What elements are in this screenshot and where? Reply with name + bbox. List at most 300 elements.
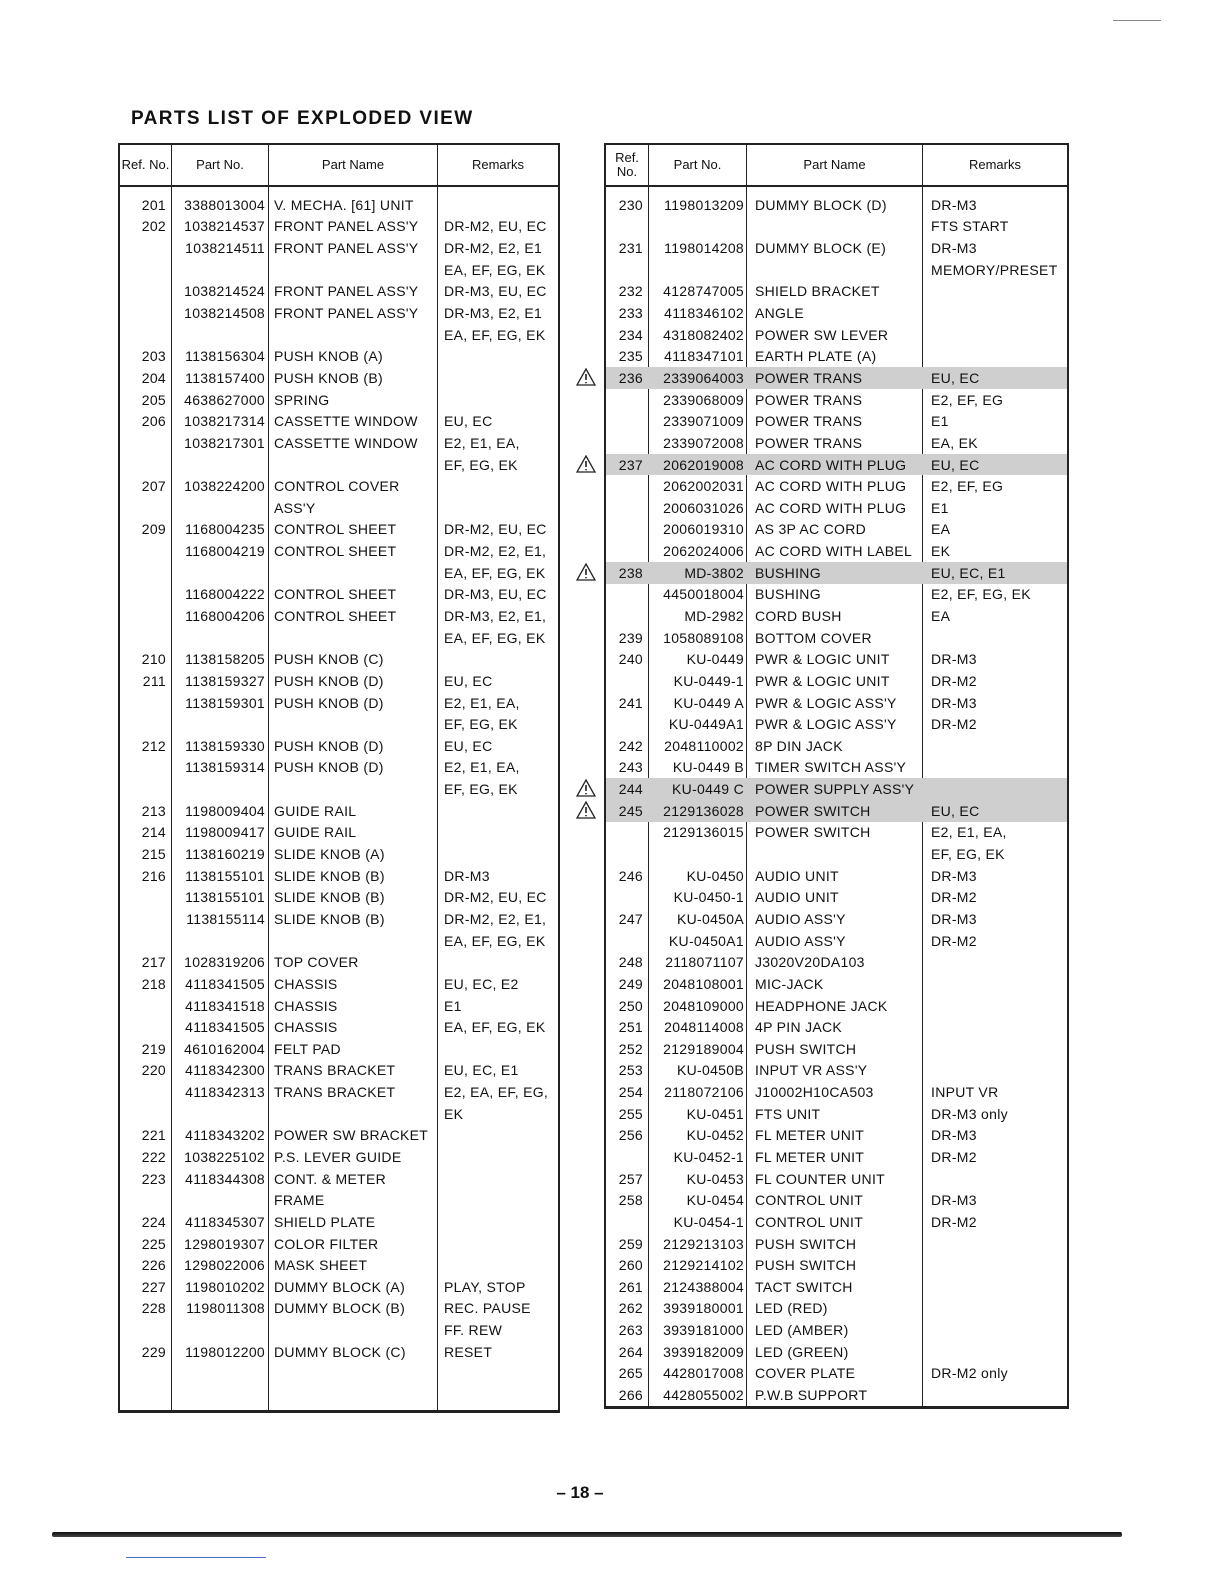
row-part-name: DUMMY BLOCK (A) (274, 1278, 406, 1295)
row-ref-no: 220 (141, 1062, 166, 1079)
table-row (120, 237, 558, 259)
row-ref-no: 212 (141, 737, 166, 754)
row-part-no: KU-0449-1 (673, 672, 744, 689)
row-part-name: FELT PAD (274, 1040, 341, 1057)
row-part-name: SHIELD PLATE (274, 1213, 376, 1230)
row-ref-no: 245 (618, 802, 643, 819)
row-remarks: FTS START (931, 218, 1009, 235)
row-remarks: E1 (444, 997, 462, 1014)
row-part-name: CONTROL SHEET (274, 607, 397, 624)
row-remarks: RESET (444, 1343, 493, 1360)
table-row (606, 930, 1067, 952)
row-remarks: PLAY, STOP (444, 1278, 526, 1295)
table-row (606, 757, 1067, 779)
table-row (606, 713, 1067, 735)
table-row (606, 670, 1067, 692)
row-part-no: 3939182009 (663, 1343, 744, 1360)
row-remarks: DR-M2 (931, 889, 977, 906)
header-part-name: Part Name (747, 145, 923, 185)
header-ref-no: Ref. No. (606, 145, 649, 185)
row-part-name: PUSH SWITCH (755, 1235, 857, 1252)
row-ref-no: 264 (618, 1343, 643, 1360)
row-part-name: AUDIO ASS'Y (755, 910, 846, 927)
table-row (606, 497, 1067, 519)
row-ref-no: 242 (618, 737, 643, 754)
row-part-no: 2006019310 (663, 521, 744, 538)
table-row (606, 1341, 1067, 1363)
row-ref-no: 221 (141, 1127, 166, 1144)
row-remarks: EA, EF, EG, EK (444, 261, 546, 278)
row-part-no: 2129213103 (663, 1235, 744, 1252)
table-row (606, 237, 1067, 259)
table-row (606, 389, 1067, 411)
row-part-no: 2118071107 (665, 954, 744, 971)
row-remarks: E2, EF, EG, EK (931, 586, 1031, 603)
table-row (606, 1254, 1067, 1276)
table-row (606, 1276, 1067, 1298)
row-part-name: POWER TRANS (755, 434, 863, 451)
row-remarks: INPUT VR (931, 1084, 999, 1101)
bottom-rule (52, 1532, 1122, 1537)
row-part-name: TACT SWITCH (755, 1278, 853, 1295)
row-remarks: DR-M3 (931, 651, 977, 668)
row-part-name: TRANS BRACKET (274, 1062, 396, 1079)
table-row (606, 843, 1067, 865)
row-part-name: BOTTOM COVER (755, 629, 872, 646)
row-part-no: 4118346102 (664, 305, 744, 322)
table-row (606, 1125, 1067, 1147)
table-row (606, 324, 1067, 346)
table-row (606, 302, 1067, 324)
row-part-no: 2339068009 (663, 391, 744, 408)
row-part-no: KU-0450 (686, 867, 744, 884)
row-remarks: EU, EC (931, 802, 980, 819)
row-part-name: PWR & LOGIC ASS'Y (755, 694, 897, 711)
row-part-no: 1198010202 (185, 1278, 265, 1295)
row-remarks: EA (931, 521, 951, 538)
table-row (120, 389, 558, 411)
row-part-name: PUSH KNOB (D) (274, 694, 384, 711)
row-ref-no: 224 (141, 1213, 166, 1230)
row-part-no: 2048114008 (664, 1019, 744, 1036)
row-part-no: KU-0451 (686, 1105, 744, 1122)
row-part-no: 2129189004 (663, 1040, 744, 1057)
row-part-no: 1138155101 (185, 867, 265, 884)
row-ref-no: 244 (618, 781, 643, 798)
row-remarks: DR-M2, E2, E1, (444, 543, 547, 560)
table-row (606, 194, 1067, 216)
safety-warning-icon (576, 779, 596, 797)
row-ref-no: 249 (618, 975, 643, 992)
row-ref-no: 263 (618, 1322, 643, 1339)
row-remarks: DR-M3, EU, EC (444, 283, 547, 300)
table-row (120, 843, 558, 865)
row-part-no: 2062024006 (663, 543, 744, 560)
row-part-name: POWER TRANS (755, 369, 863, 386)
row-part-no: 4118343202 (185, 1127, 265, 1144)
row-part-no: 1138155101 (185, 889, 265, 906)
row-remarks: DR-M2 (931, 1213, 977, 1230)
row-part-name: FTS UNIT (755, 1105, 821, 1122)
table-row (606, 540, 1067, 562)
row-part-no: KU-0454-1 (673, 1213, 744, 1230)
row-remarks: DR-M3 (931, 694, 977, 711)
table-row (120, 1016, 558, 1038)
table-row (606, 648, 1067, 670)
row-part-name: FRONT PANEL ASS'Y (274, 305, 419, 322)
row-part-no: 2006031026 (663, 499, 744, 516)
row-remarks: EU, EC (931, 456, 980, 473)
row-part-no: KU-0449A1 (668, 716, 744, 733)
row-ref-no: 228 (141, 1300, 166, 1317)
table-row (606, 1363, 1067, 1385)
row-part-no: KU-0450A1 (668, 932, 744, 949)
row-part-no: KU-0450-1 (673, 889, 744, 906)
row-ref-no: 240 (618, 651, 643, 668)
table-row (120, 757, 558, 779)
table-row (120, 194, 558, 216)
row-remarks: DR-M3 (444, 867, 490, 884)
table-row (120, 865, 558, 887)
table-row (120, 648, 558, 670)
row-part-no: 1298022006 (184, 1257, 265, 1274)
row-remarks: FF. REW (444, 1322, 503, 1339)
row-ref-no: 259 (618, 1235, 643, 1252)
row-remarks: DR-M3 (931, 1192, 977, 1209)
row-part-name: FRONT PANEL ASS'Y (274, 283, 419, 300)
table-row (120, 973, 558, 995)
row-part-no: 1038217314 (184, 413, 265, 430)
row-ref-no: 235 (618, 348, 643, 365)
table-row (120, 800, 558, 822)
table-row (606, 800, 1067, 822)
row-part-no: 1198012200 (185, 1343, 265, 1360)
row-part-name: ASS'Y (274, 499, 316, 516)
table-row (120, 670, 558, 692)
table-row (120, 1298, 558, 1320)
row-remarks: DR-M2, E2, E1, (444, 910, 547, 927)
row-part-no: 4128747005 (663, 283, 744, 300)
row-part-name: POWER SUPPLY ASS'Y (755, 781, 915, 798)
row-remarks: EA, EF, EG, EK (444, 564, 546, 581)
row-part-no: 1198009417 (185, 824, 265, 841)
table-row (606, 1233, 1067, 1255)
table-rows (120, 187, 558, 1363)
table-row (120, 1060, 558, 1082)
row-part-no: 4118341505 (185, 1019, 265, 1036)
row-remarks: DR-M3 (931, 196, 977, 213)
table-row (120, 1168, 558, 1190)
table-row (120, 735, 558, 757)
row-ref-no: 262 (618, 1300, 643, 1317)
row-part-no: 1198009404 (185, 802, 265, 819)
row-part-no: 3939181000 (663, 1322, 744, 1339)
row-ref-no: 204 (141, 369, 166, 386)
table-row (120, 259, 558, 281)
row-part-name: AC CORD WITH PLUG (755, 456, 907, 473)
table-row (120, 1103, 558, 1125)
row-part-no: MD-2982 (684, 607, 744, 624)
row-part-name: CONTROL SHEET (274, 586, 397, 603)
row-remarks: EA, EF, EG, EK (444, 326, 546, 343)
table-row (606, 605, 1067, 627)
row-part-name: J3020V20DA103 (755, 954, 865, 971)
table-row (120, 475, 558, 497)
row-part-no: 2339071009 (663, 413, 744, 430)
row-part-no: 4428017008 (663, 1365, 744, 1382)
row-remarks: EF, EG, EK (444, 716, 518, 733)
row-part-no: KU-0452 (686, 1127, 744, 1144)
row-ref-no: 236 (618, 369, 643, 386)
row-part-name: FL METER UNIT (755, 1149, 865, 1165)
row-part-no: KU-0449 B (672, 759, 744, 776)
row-part-name: PWR & LOGIC UNIT (755, 672, 890, 689)
row-part-name: SPRING (274, 391, 330, 408)
row-part-no: 4118347101 (664, 348, 744, 365)
table-row (120, 367, 558, 389)
row-part-no: 2129136028 (663, 802, 744, 819)
row-part-no: 1038214511 (185, 240, 265, 257)
row-remarks: EA, EF, EG, EK (444, 629, 546, 646)
row-ref-no: 232 (618, 283, 643, 300)
row-part-no: KU-0450B (677, 1062, 744, 1079)
row-part-name: FL METER UNIT (755, 1127, 865, 1144)
row-remarks: DR-M3, EU, EC (444, 586, 547, 603)
row-part-name: AUDIO ASS'Y (755, 932, 846, 949)
row-part-name: CONTROL SHEET (274, 521, 397, 538)
table-row (606, 562, 1067, 584)
row-part-no: 4118341518 (185, 997, 265, 1014)
row-part-name: COVER PLATE (755, 1365, 856, 1382)
row-part-no: 1168004206 (185, 607, 265, 624)
row-part-no: 1198011308 (186, 1300, 265, 1317)
table-rows (606, 187, 1067, 1406)
row-part-name: V. MECHA. [61] UNIT (274, 196, 414, 213)
row-ref-no: 258 (618, 1192, 643, 1209)
row-ref-no: 238 (618, 564, 643, 581)
row-part-no: 2339072008 (663, 434, 744, 451)
row-part-name: LED (AMBER) (755, 1322, 849, 1339)
row-part-name: ANGLE (755, 305, 804, 322)
table-row (606, 865, 1067, 887)
row-part-name: CONTROL UNIT (755, 1192, 864, 1209)
row-part-name: TRANS BRACKET (274, 1084, 396, 1101)
table-row (120, 627, 558, 649)
row-part-no: 4118345307 (185, 1213, 265, 1230)
row-remarks: DR-M2 (931, 672, 977, 689)
row-part-name: AS 3P AC CORD (755, 521, 867, 538)
row-part-name: DUMMY BLOCK (D) (755, 196, 887, 213)
row-part-no: 4428055002 (663, 1387, 744, 1404)
row-remarks: DR-M3 (931, 1127, 977, 1144)
row-part-no: 1138155114 (186, 910, 265, 927)
row-part-name: PWR & LOGIC ASS'Y (755, 716, 897, 733)
row-part-no: 4318082402 (663, 326, 744, 343)
row-part-name: CASSETTE WINDOW (274, 413, 418, 430)
table-row (120, 1189, 558, 1211)
table-row (120, 216, 558, 238)
parts-table-right (604, 143, 1069, 1409)
row-part-name: PUSH KNOB (D) (274, 759, 384, 776)
table-row (120, 1276, 558, 1298)
row-ref-no: 234 (618, 326, 643, 343)
table-row (120, 562, 558, 584)
row-remarks: E2, EA, EF, EG, (444, 1084, 549, 1101)
row-part-name: PWR & LOGIC UNIT (755, 651, 890, 668)
row-part-name: AUDIO UNIT (755, 867, 839, 884)
row-part-name: FRAME (274, 1192, 325, 1209)
row-part-no: 1138156304 (185, 348, 265, 365)
row-ref-no: 255 (618, 1105, 643, 1122)
row-ref-no: 250 (618, 997, 643, 1014)
header-remarks: Remarks (968, 157, 1021, 172)
table-row (120, 605, 558, 627)
row-part-name: CONTROL COVER (274, 478, 400, 495)
row-part-no: 2118072106 (664, 1084, 744, 1101)
row-part-no: 1038214524 (184, 283, 265, 300)
table-row (120, 930, 558, 952)
row-ref-no: 213 (141, 802, 166, 819)
row-ref-no: 226 (141, 1257, 166, 1274)
row-remarks: EU, EC (444, 737, 493, 754)
row-part-name: P.W.B SUPPORT (755, 1387, 868, 1404)
table-row (606, 519, 1067, 541)
row-part-no: 1168004219 (185, 543, 265, 560)
row-part-name: J10002H10CA503 (755, 1084, 874, 1101)
row-ref-no: 247 (618, 910, 643, 927)
table-row (606, 1146, 1067, 1168)
row-part-name: GUIDE RAIL (274, 824, 357, 841)
row-remarks: DR-M2 (931, 932, 977, 949)
safety-warning-icon (576, 455, 596, 473)
row-ref-no: 216 (141, 867, 166, 884)
row-remarks: DR-M2, EU, EC (444, 889, 547, 906)
table-row (606, 1103, 1067, 1125)
table-row (606, 1168, 1067, 1190)
row-ref-no: 243 (618, 759, 643, 776)
table-row (606, 454, 1067, 476)
row-part-no: 1138160219 (185, 846, 265, 863)
table-row (606, 995, 1067, 1017)
row-remarks: EA, EK (931, 434, 978, 451)
row-part-no: KU-0453 (686, 1170, 744, 1187)
row-part-no: KU-0452-1 (673, 1149, 744, 1165)
table-row (606, 432, 1067, 454)
table-row (120, 1081, 558, 1103)
row-ref-no: 257 (618, 1170, 643, 1187)
row-part-name: P.S. LEVER GUIDE (274, 1149, 402, 1165)
row-ref-no: 241 (618, 694, 643, 711)
row-ref-no: 206 (141, 413, 166, 430)
row-part-no: 2129214102 (663, 1257, 744, 1274)
row-part-no: 2062002031 (663, 478, 744, 495)
row-part-no: 1138157400 (185, 369, 265, 386)
table-row (606, 887, 1067, 909)
row-part-name: TIMER SWITCH ASS'Y (755, 759, 907, 776)
safety-warning-icon (576, 801, 596, 819)
row-part-no: KU-0454 (686, 1192, 744, 1209)
row-part-name: CONTROL SHEET (274, 543, 397, 560)
table-row (120, 692, 558, 714)
row-part-no: 1038214508 (184, 305, 265, 322)
row-part-name: AC CORD WITH PLUG (755, 478, 907, 495)
row-ref-no: 256 (618, 1127, 643, 1144)
table-row (120, 519, 558, 541)
row-ref-no: 246 (618, 867, 643, 884)
row-part-name: AC CORD WITH PLUG (755, 499, 907, 516)
row-ref-no: 219 (141, 1040, 166, 1057)
row-remarks: EK (931, 543, 951, 560)
table-row (120, 432, 558, 454)
row-part-name: LED (GREEN) (755, 1343, 849, 1360)
row-ref-no: 222 (141, 1149, 166, 1165)
row-remarks: DR-M2 only (931, 1365, 1008, 1382)
row-remarks: EU, EC (444, 672, 493, 689)
row-remarks: E2, EF, EG (931, 478, 1004, 495)
top-right-rule (1113, 20, 1161, 21)
table-row (120, 1233, 558, 1255)
header-part-name: Part Name (269, 145, 438, 185)
row-ref-no: 231 (618, 240, 643, 257)
row-part-name: CASSETTE WINDOW (274, 434, 418, 451)
table-row (120, 345, 558, 367)
row-remarks: REC. PAUSE (444, 1300, 531, 1317)
row-part-no: 3388013004 (184, 196, 265, 213)
row-ref-no: 260 (618, 1257, 643, 1274)
row-ref-no: 265 (618, 1365, 643, 1382)
row-part-no: 1198013209 (664, 196, 744, 213)
row-part-name: DUMMY BLOCK (E) (755, 240, 887, 257)
row-part-name: DUMMY BLOCK (B) (274, 1300, 406, 1317)
row-remarks: EU, EC, E2 (444, 975, 519, 992)
table-row (120, 1038, 558, 1060)
row-part-name: SLIDE KNOB (B) (274, 867, 385, 884)
row-part-no: 4118344308 (185, 1170, 265, 1187)
row-part-name: PUSH KNOB (D) (274, 672, 384, 689)
row-part-name: MIC-JACK (755, 975, 824, 992)
row-remarks: DR-M3 (931, 240, 977, 257)
row-part-name: PUSH KNOB (C) (274, 651, 384, 668)
row-remarks: EA, EF, EG, EK (444, 1019, 546, 1036)
row-part-no: 1038217301 (184, 434, 265, 451)
row-remarks: DR-M2 (931, 716, 977, 733)
row-part-no: KU-0449 (686, 651, 744, 668)
row-part-name: SLIDE KNOB (A) (274, 846, 385, 863)
table-row (120, 908, 558, 930)
row-part-name: DUMMY BLOCK (C) (274, 1343, 406, 1360)
row-remarks: DR-M2, EU, EC (444, 218, 547, 235)
row-part-name: HEADPHONE JACK (755, 997, 888, 1014)
row-remarks: EU, EC, E1 (444, 1062, 519, 1079)
row-part-name: PUSH KNOB (A) (274, 348, 383, 365)
table-row (606, 216, 1067, 238)
row-remarks: E2, E1, EA, (444, 759, 520, 776)
row-ref-no: 253 (618, 1062, 643, 1079)
row-part-name: CHASSIS (274, 1019, 338, 1036)
row-remarks: DR-M3, E2, E1, (444, 607, 547, 624)
row-ref-no: 207 (141, 478, 166, 495)
row-remarks: MEMORY/PRESET (931, 261, 1058, 278)
table-row (606, 259, 1067, 281)
table-row (606, 1038, 1067, 1060)
row-ref-no: 233 (618, 305, 643, 322)
row-part-no: 1038225102 (184, 1149, 265, 1165)
row-part-no: 3939180001 (663, 1300, 744, 1317)
row-part-name: 4P PIN JACK (755, 1019, 843, 1036)
row-part-name: PUSH SWITCH (755, 1257, 857, 1274)
table-row (606, 584, 1067, 606)
row-remarks: E2, E1, EA, (444, 694, 520, 711)
